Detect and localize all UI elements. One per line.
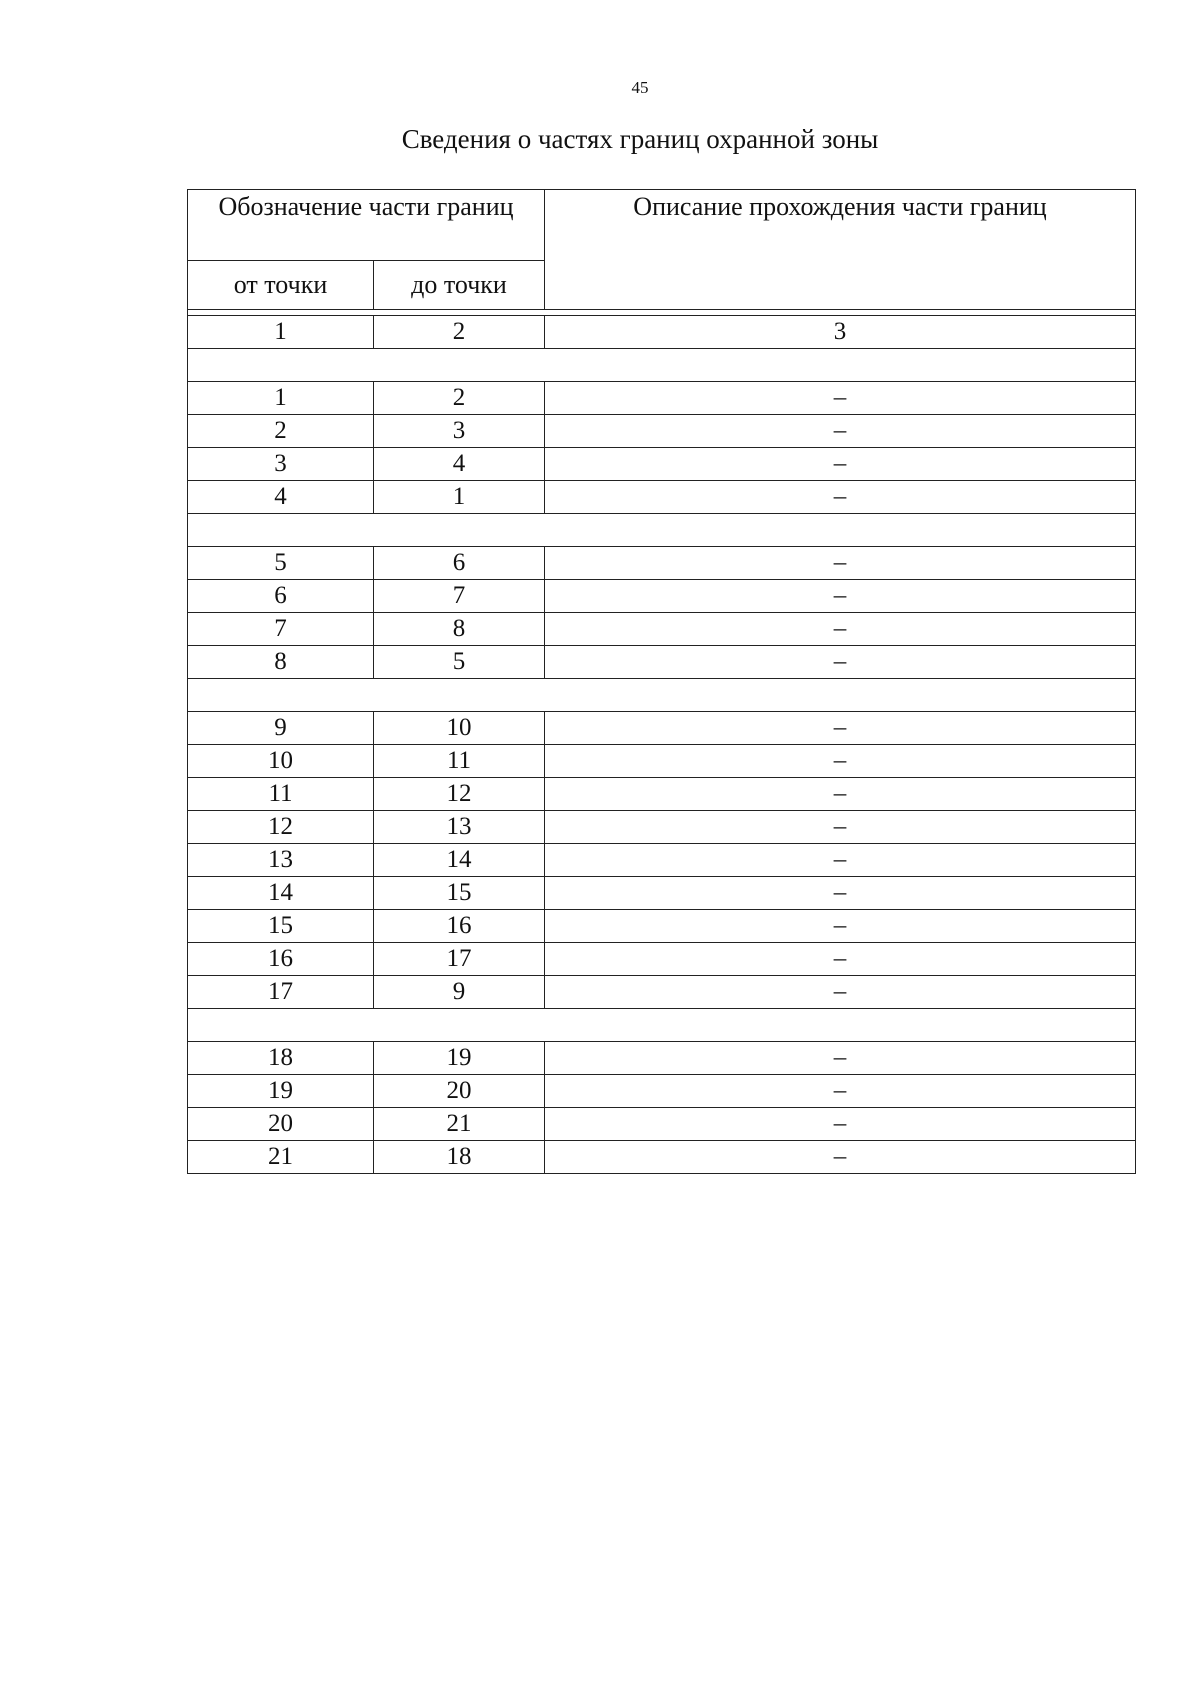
from-point-cell: 3 [188, 448, 374, 481]
from-point-cell: 20 [188, 1108, 374, 1141]
from-point-cell: 10 [188, 745, 374, 778]
table-row [188, 778, 1136, 811]
description-cell: – [545, 745, 1136, 778]
group-separator-cell [188, 1009, 1136, 1042]
group-separator-cell [188, 349, 1136, 382]
to-point-cell: 14 [374, 844, 545, 877]
from-point-cell: 18 [188, 1042, 374, 1075]
table-row [188, 1141, 1136, 1174]
description-cell: – [545, 712, 1136, 745]
description-cell: – [545, 943, 1136, 976]
table-row [188, 613, 1136, 646]
description-cell: – [545, 976, 1136, 1009]
group-separator-cell [188, 679, 1136, 712]
to-point-cell: 13 [374, 811, 545, 844]
header-from-point: от точки [188, 261, 374, 310]
to-point-cell: 17 [374, 943, 545, 976]
table-row [188, 547, 1136, 580]
table-row [188, 646, 1136, 679]
table-row [188, 415, 1136, 448]
column-number-row [188, 316, 1136, 349]
description-cell: – [545, 910, 1136, 943]
description-cell: – [545, 382, 1136, 415]
description-cell: – [545, 580, 1136, 613]
table-row [188, 877, 1136, 910]
to-point-cell: 18 [374, 1141, 545, 1174]
from-point-cell: 5 [188, 547, 374, 580]
to-point-cell: 8 [374, 613, 545, 646]
table-row [188, 382, 1136, 415]
description-cell: – [545, 448, 1136, 481]
table-row [188, 943, 1136, 976]
to-point-cell: 21 [374, 1108, 545, 1141]
description-cell: – [545, 646, 1136, 679]
to-point-cell: 5 [374, 646, 545, 679]
to-point-cell: 2 [374, 382, 545, 415]
table-row [188, 1042, 1136, 1075]
table-row [188, 811, 1136, 844]
group-separator-row [188, 1009, 1136, 1042]
from-point-cell: 13 [188, 844, 374, 877]
from-point-cell: 2 [188, 415, 374, 448]
table-row [188, 1108, 1136, 1141]
table-row [188, 844, 1136, 877]
from-point-cell: 8 [188, 646, 374, 679]
header-designation: Обозначение части границ [188, 190, 545, 261]
description-cell: – [545, 877, 1136, 910]
boundary-parts-table [187, 189, 1136, 1174]
to-point-cell: 19 [374, 1042, 545, 1075]
description-cell: – [545, 613, 1136, 646]
from-point-cell: 17 [188, 976, 374, 1009]
description-cell: – [545, 1141, 1136, 1174]
group-separator-row [188, 349, 1136, 382]
description-cell: – [545, 415, 1136, 448]
from-point-cell: 15 [188, 910, 374, 943]
from-point-cell: 9 [188, 712, 374, 745]
table-row [188, 910, 1136, 943]
from-point-cell: 19 [188, 1075, 374, 1108]
description-cell: – [545, 811, 1136, 844]
from-point-cell: 16 [188, 943, 374, 976]
header-description: Описание прохождения части границ [545, 190, 1136, 310]
table-row [188, 448, 1136, 481]
from-point-cell: 12 [188, 811, 374, 844]
to-point-cell: 1 [374, 481, 545, 514]
table-row [188, 745, 1136, 778]
table-body [188, 349, 1136, 1174]
description-cell: – [545, 1075, 1136, 1108]
from-point-cell: 14 [188, 877, 374, 910]
table-row [188, 712, 1136, 745]
to-point-cell: 9 [374, 976, 545, 1009]
table-row [188, 481, 1136, 514]
column-number-2: 2 [374, 316, 545, 349]
column-number-1: 1 [188, 316, 374, 349]
to-point-cell: 7 [374, 580, 545, 613]
description-cell: – [545, 1108, 1136, 1141]
table-row [188, 580, 1136, 613]
from-point-cell: 1 [188, 382, 374, 415]
to-point-cell: 15 [374, 877, 545, 910]
group-separator-row [188, 679, 1136, 712]
table-row [188, 976, 1136, 1009]
from-point-cell: 11 [188, 778, 374, 811]
to-point-cell: 3 [374, 415, 545, 448]
to-point-cell: 11 [374, 745, 545, 778]
description-cell: – [545, 778, 1136, 811]
to-point-cell: 10 [374, 712, 545, 745]
page-title: Сведения о частях границ охранной зоны [401, 124, 879, 154]
column-number-3: 3 [545, 316, 1136, 349]
description-cell: – [545, 481, 1136, 514]
to-point-cell: 20 [374, 1075, 545, 1108]
from-point-cell: 4 [188, 481, 374, 514]
from-point-cell: 7 [188, 613, 374, 646]
page-number: 45 [631, 78, 649, 97]
to-point-cell: 6 [374, 547, 545, 580]
description-cell: – [545, 844, 1136, 877]
group-separator-row [188, 514, 1136, 547]
description-cell: – [545, 1042, 1136, 1075]
description-cell: – [545, 547, 1136, 580]
to-point-cell: 4 [374, 448, 545, 481]
to-point-cell: 16 [374, 910, 545, 943]
to-point-cell: 12 [374, 778, 545, 811]
header-to-point: до точки [374, 261, 545, 310]
from-point-cell: 6 [188, 580, 374, 613]
table-row [188, 1075, 1136, 1108]
from-point-cell: 21 [188, 1141, 374, 1174]
group-separator-cell [188, 514, 1136, 547]
